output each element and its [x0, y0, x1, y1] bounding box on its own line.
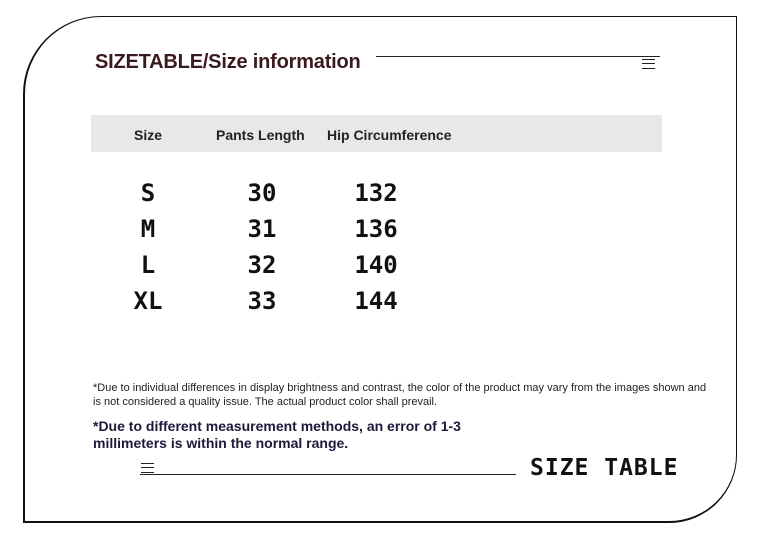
hip-circumference-cell: 132: [354, 179, 398, 207]
hip-circumference-cell: 136: [354, 215, 398, 243]
header-hip-circumference: Hip Circumference: [327, 127, 452, 143]
size-cell: M: [140, 215, 156, 243]
hip-circumference-cell: 144: [354, 287, 398, 315]
header-pants-length: Pants Length: [216, 127, 305, 143]
menu-icon: [642, 59, 655, 69]
pants-length-cell: 32: [247, 251, 277, 279]
hip-circumference-cell: 140: [354, 251, 398, 279]
display-note: *Due to individual differences in display brightness and contrast, the color of the product may vary from the images shown and is not considered a quality issue. The actual product color shall prevail.: [93, 382, 707, 408]
page-title: SIZETABLE/Size information: [95, 51, 361, 73]
pants-length-cell: 30: [247, 179, 277, 207]
size-cell: L: [140, 251, 156, 279]
size-cell: S: [140, 179, 156, 207]
footer-label: SIZE TABLE: [530, 455, 679, 481]
header-size: Size: [134, 127, 163, 143]
footer-divider: [140, 474, 516, 475]
measurement-note: *Due to different measurement methods, an error of 1-3 millimeters is within the normal range.: [93, 418, 461, 451]
pants-length-cell: 33: [247, 287, 277, 315]
size-cell: XL: [133, 287, 163, 315]
pants-length-cell: 31: [247, 215, 277, 243]
menu-icon: [141, 463, 154, 473]
title-divider: [376, 56, 660, 57]
